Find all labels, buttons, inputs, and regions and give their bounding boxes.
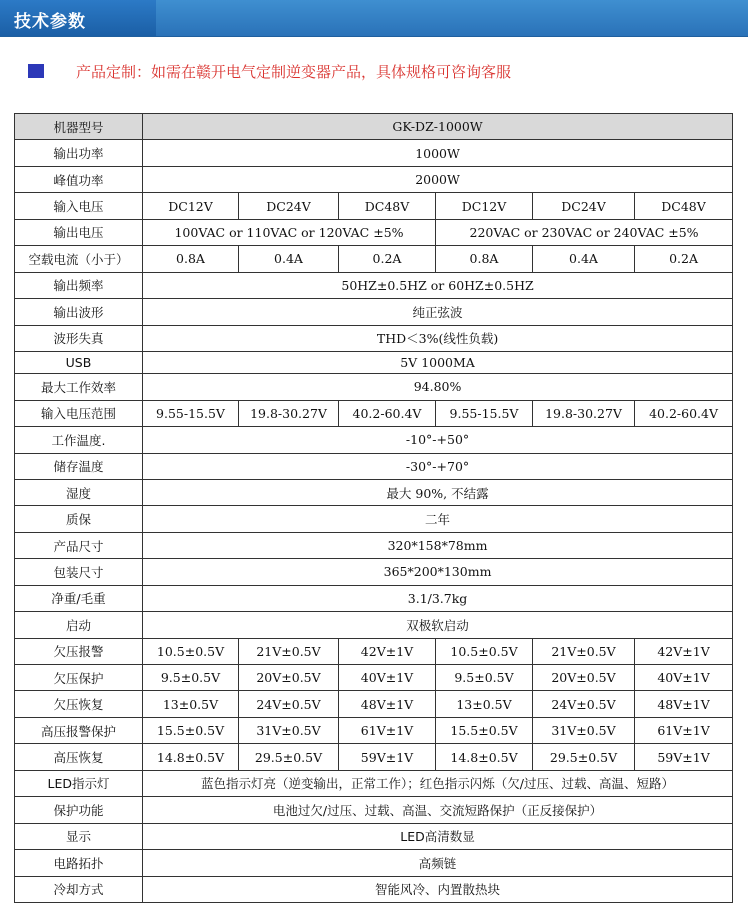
table-cell: 21V±0.5V xyxy=(239,638,339,664)
table-row-wave-distortion xyxy=(15,325,733,351)
peak-power-value: 2000W xyxy=(143,166,733,192)
table-cell: LED高清数显 xyxy=(143,823,733,849)
table-cell: 二年 xyxy=(143,506,733,532)
table-cell: 94.80% xyxy=(143,374,733,400)
table-cell: THD＜3%(线性负载) xyxy=(143,325,733,351)
table-row-protection xyxy=(15,797,733,823)
table-cell: 24V±0.5V xyxy=(239,691,339,717)
table-cell: 61V±1V xyxy=(339,717,436,743)
table-row-no-load-current xyxy=(15,246,733,272)
table-cell: 0.2A xyxy=(339,246,436,272)
table-row-input-voltage xyxy=(15,193,733,219)
table-cell: 29.5±0.5V xyxy=(239,744,339,770)
table-cell: 19.8-30.27V xyxy=(239,400,339,426)
row-label: 输出频率 xyxy=(15,272,143,298)
row-label: 高压恢复 xyxy=(15,744,143,770)
table-cell: DC12V xyxy=(143,193,239,219)
table-row-humidity xyxy=(15,479,733,505)
table-cell: -10°-+50° xyxy=(143,427,733,453)
table-cell: 48V±1V xyxy=(339,691,436,717)
row-label: 储存温度 xyxy=(15,453,143,479)
table-cell: 0.8A xyxy=(143,246,239,272)
table-row-led xyxy=(15,770,733,796)
row-label: 显示 xyxy=(15,823,143,849)
table-cell: 20V±0.5V xyxy=(533,665,635,691)
row-label: 输出电压 xyxy=(15,219,143,245)
table-cell: 100VAC or 110VAC or 120VAC ±5% xyxy=(143,219,436,245)
table-cell: 40V±1V xyxy=(635,665,733,691)
table-cell: 智能风冷、内置散热块 xyxy=(143,876,733,903)
table-row-topology xyxy=(15,850,733,876)
row-label: 波形失真 xyxy=(15,325,143,351)
table-cell: 9.55-15.5V xyxy=(143,400,239,426)
row-label: 启动 xyxy=(15,612,143,638)
row-label: 高压报警保护 xyxy=(15,717,143,743)
row-label: 湿度 xyxy=(15,479,143,505)
spec-table xyxy=(14,113,733,903)
table-cell: DC24V xyxy=(239,193,339,219)
table-cell: 61V±1V xyxy=(635,717,733,743)
model-value: GK-DZ-1000W xyxy=(143,114,733,140)
table-row-uv-protect xyxy=(15,665,733,691)
table-row-peak-power xyxy=(15,166,733,192)
table-row-usb xyxy=(15,351,733,373)
table-row-input-range xyxy=(15,400,733,426)
table-cell: 高频链 xyxy=(143,850,733,876)
table-cell: 纯正弦波 xyxy=(143,299,733,325)
row-label: 保护功能 xyxy=(15,797,143,823)
table-row-work-temp xyxy=(15,427,733,453)
row-label: 峰值功率 xyxy=(15,166,143,192)
table-cell: 3.1/3.7kg xyxy=(143,585,733,611)
row-label: 工作温度. xyxy=(15,427,143,453)
table-row-uv-alarm xyxy=(15,638,733,664)
table-cell: 10.5±0.5V xyxy=(143,638,239,664)
table-row-product-size xyxy=(15,532,733,558)
table-cell: 13±0.5V xyxy=(143,691,239,717)
table-row-output-wave xyxy=(15,299,733,325)
bullet-square-icon xyxy=(28,64,44,78)
row-label: USB xyxy=(15,351,143,373)
table-cell: 13±0.5V xyxy=(436,691,533,717)
table-row-package-size xyxy=(15,559,733,585)
table-cell: 59V±1V xyxy=(339,744,436,770)
table-cell: 31V±0.5V xyxy=(533,717,635,743)
table-row-output-voltage xyxy=(15,219,733,245)
table-cell: 0.4A xyxy=(239,246,339,272)
table-row-weight xyxy=(15,585,733,611)
row-label: 包装尺寸 xyxy=(15,559,143,585)
row-label: 质保 xyxy=(15,506,143,532)
table-row-model xyxy=(15,114,733,140)
row-label: 冷却方式 xyxy=(15,876,143,903)
table-cell: DC24V xyxy=(533,193,635,219)
table-cell: 15.5±0.5V xyxy=(436,717,533,743)
table-row-ov-recover xyxy=(15,744,733,770)
table-cell: 5V 1000MA xyxy=(143,351,733,373)
table-cell: 最大 90%, 不结露 xyxy=(143,479,733,505)
table-cell: 59V±1V xyxy=(635,744,733,770)
table-cell: 0.2A xyxy=(635,246,733,272)
table-cell: 365*200*130mm xyxy=(143,559,733,585)
table-cell: DC48V xyxy=(635,193,733,219)
table-row-uv-recover xyxy=(15,691,733,717)
table-cell: 24V±0.5V xyxy=(533,691,635,717)
table-cell: 9.5±0.5V xyxy=(436,665,533,691)
table-cell: 31V±0.5V xyxy=(239,717,339,743)
row-label: 欠压报警 xyxy=(15,638,143,664)
row-label: 欠压恢复 xyxy=(15,691,143,717)
table-cell: 电池过欠/过压、过载、高温、交流短路保护（正反接保护） xyxy=(143,797,733,823)
table-row-ov-alarm xyxy=(15,717,733,743)
table-row-startup xyxy=(15,612,733,638)
table-cell: 14.8±0.5V xyxy=(143,744,239,770)
table-cell: 20V±0.5V xyxy=(239,665,339,691)
row-label: 空载电流（小于） xyxy=(15,246,143,272)
row-label: 输出功率 xyxy=(15,140,143,166)
table-cell: 14.8±0.5V xyxy=(436,744,533,770)
table-cell: 42V±1V xyxy=(339,638,436,664)
table-cell: 双极软启动 xyxy=(143,612,733,638)
table-cell: 0.4A xyxy=(533,246,635,272)
table-cell: -30°-+70° xyxy=(143,453,733,479)
table-cell: 320*158*78mm xyxy=(143,532,733,558)
table-row-warranty xyxy=(15,506,733,532)
row-label: 欠压保护 xyxy=(15,665,143,691)
table-cell: 29.5±0.5V xyxy=(533,744,635,770)
customization-notice xyxy=(28,60,511,82)
table-cell: 50HZ±0.5HZ or 60HZ±0.5HZ xyxy=(143,272,733,298)
customization-notice-text: 产品定制：如需在赣开电气定制逆变器产品，具体规格可咨询客服 xyxy=(76,62,512,81)
table-cell: 15.5±0.5V xyxy=(143,717,239,743)
output-power-value: 1000W xyxy=(143,140,733,166)
table-cell: 40.2-60.4V xyxy=(635,400,733,426)
table-cell: 19.8-30.27V xyxy=(533,400,635,426)
table-row-storage-temp xyxy=(15,453,733,479)
row-label: 净重/毛重 xyxy=(15,585,143,611)
row-label: 电路拓扑 xyxy=(15,850,143,876)
table-cell: 10.5±0.5V xyxy=(436,638,533,664)
table-cell: DC48V xyxy=(339,193,436,219)
row-label: 输出波形 xyxy=(15,299,143,325)
row-label: LED指示灯 xyxy=(15,770,143,796)
table-row-output-power xyxy=(15,140,733,166)
section-header-bar xyxy=(0,0,748,37)
table-cell: 21V±0.5V xyxy=(533,638,635,664)
table-cell: DC12V xyxy=(436,193,533,219)
table-row-cooling xyxy=(15,876,733,903)
table-cell: 220VAC or 230VAC or 240VAC ±5% xyxy=(436,219,733,245)
table-row-display xyxy=(15,823,733,849)
row-label: 最大工作效率 xyxy=(15,374,143,400)
table-cell: 48V±1V xyxy=(635,691,733,717)
table-cell: 蓝色指示灯亮（逆变输出，正常工作）；红色指示闪烁（欠/过压、过载、高温、短路） xyxy=(143,770,733,796)
table-cell: 9.5±0.5V xyxy=(143,665,239,691)
table-row-max-efficiency xyxy=(15,374,733,400)
section-header-tab xyxy=(0,0,156,36)
section-title: 技术参数 xyxy=(14,12,86,32)
table-cell: 40.2-60.4V xyxy=(339,400,436,426)
row-label: 产品尺寸 xyxy=(15,532,143,558)
row-label: 输入电压 xyxy=(15,193,143,219)
table-cell: 40V±1V xyxy=(339,665,436,691)
row-label: 机器型号 xyxy=(15,114,143,140)
table-row-output-freq xyxy=(15,272,733,298)
row-label: 输入电压范围 xyxy=(15,400,143,426)
table-cell: 9.55-15.5V xyxy=(436,400,533,426)
table-cell: 42V±1V xyxy=(635,638,733,664)
table-cell: 0.8A xyxy=(436,246,533,272)
